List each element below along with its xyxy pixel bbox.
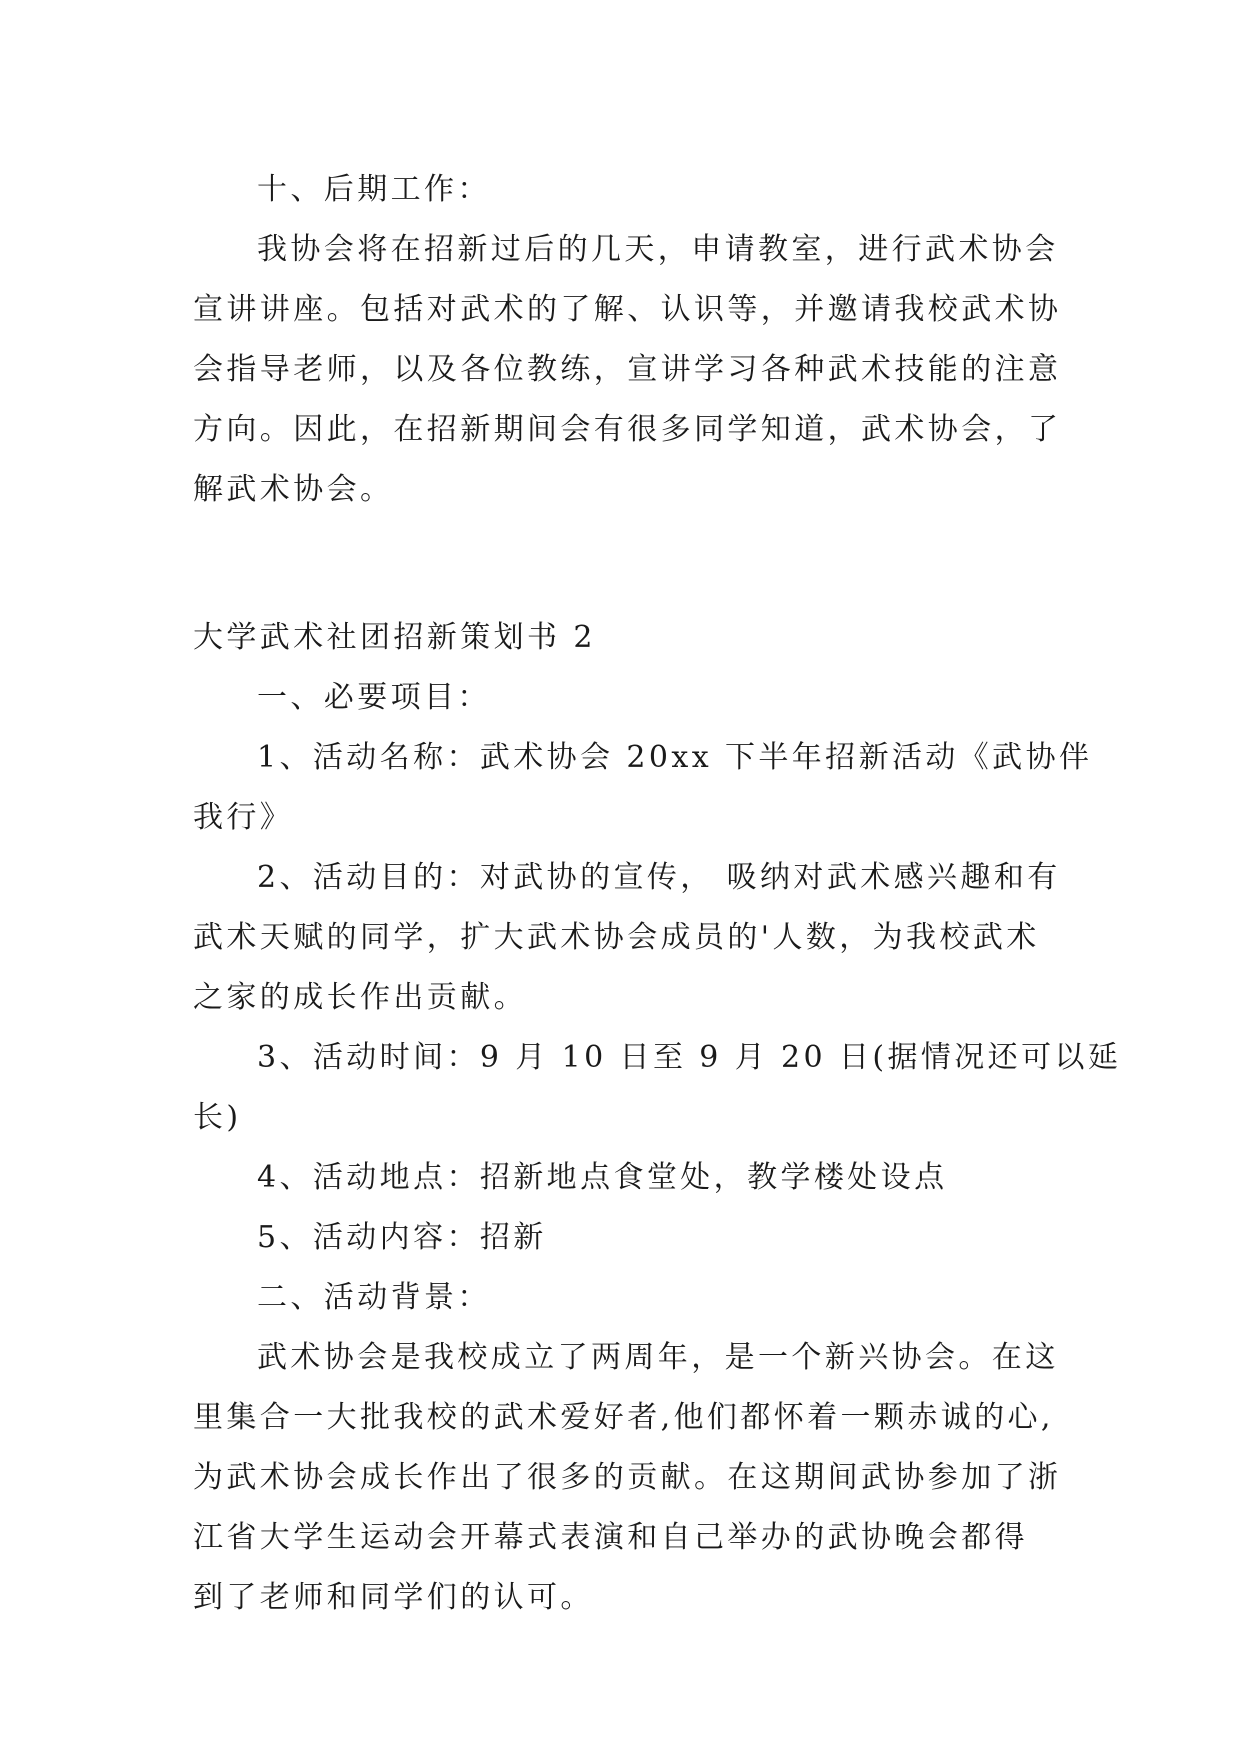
item-activity-time: 3、活动时间：9 月 10 日至 9 月 20 日(据情况还可以延 — [257, 1040, 1122, 1075]
section-heading-required-items: 一、必要项目： — [257, 680, 491, 715]
document-page — [193, 160, 1122, 1628]
item-activity-purpose-cont: 之家的成长作出贡献。 — [193, 980, 527, 1015]
background-line: 里集合一大批我校的武术爱好者,他们都怀着一颗赤诚的心, — [193, 1400, 1054, 1435]
background-line: 为武术协会成长作出了很多的贡献。在这期间武协参加了浙 — [193, 1460, 1062, 1495]
item-activity-time-cont: 长) — [193, 1100, 242, 1135]
section-heading-background: 二、活动背景： — [257, 1280, 491, 1315]
item-activity-name: 1、活动名称：武术协会 20xx 下半年招新活动《武协伴 — [257, 740, 1093, 775]
item-activity-name-cont: 我行》 — [193, 800, 294, 835]
item-activity-purpose: 2、活动目的：对武协的宣传， 吸纳对武术感兴趣和有 — [257, 860, 1061, 895]
paragraph-line: 方向。因此，在招新期间会有很多同学知道，武术协会，了 — [193, 412, 1062, 447]
paragraph-line: 会指导老师，以及各位教练，宣讲学习各种武术技能的注意 — [193, 352, 1062, 387]
item-activity-location: 4、活动地点：招新地点食堂处，教学楼处设点 — [257, 1160, 948, 1195]
paragraph-line: 解武术协会。 — [193, 472, 394, 507]
section-heading-followup: 十、后期工作： — [257, 172, 491, 207]
background-line: 江省大学生运动会开幕式表演和自己举办的武协晚会都得 — [193, 1520, 1028, 1555]
section-spacer — [193, 520, 1053, 608]
item-activity-purpose-cont: 武术天赋的同学，扩大武术协会成员的'人数，为我校武术 — [193, 920, 1040, 955]
item-activity-content: 5、活动内容：招新 — [257, 1220, 547, 1255]
document-title: 大学武术社团招新策划书 2 — [193, 620, 596, 655]
paragraph-line: 宣讲讲座。包括对武术的了解、认识等，并邀请我校武术协 — [193, 292, 1062, 327]
background-line: 到了老师和同学们的认可。 — [193, 1580, 594, 1615]
background-line: 武术协会是我校成立了两周年，是一个新兴协会。在这 — [257, 1340, 1059, 1375]
paragraph-line: 我协会将在招新过后的几天，申请教室，进行武术协会 — [257, 232, 1059, 267]
